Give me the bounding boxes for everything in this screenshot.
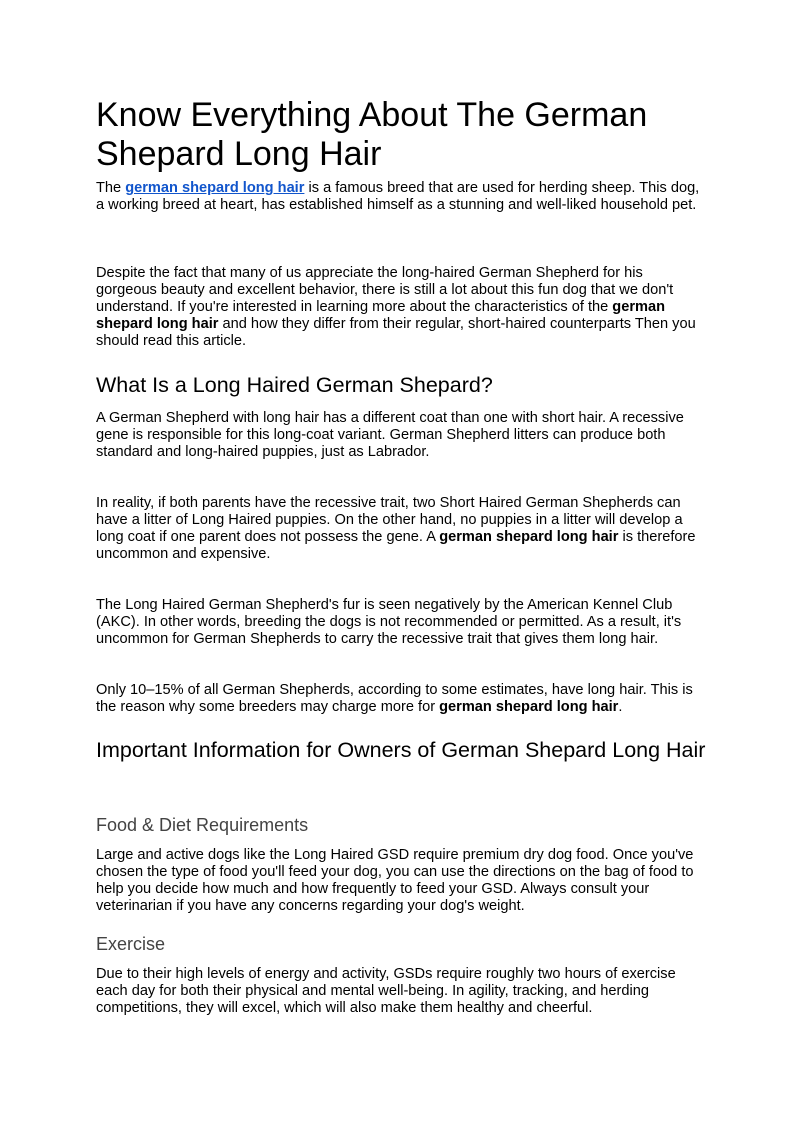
intro-text-end: is a famous breed that are used for herding sheep. This dog, a working breed at heart, has established himself as a stunning and well-liked household pet. [96,180,700,213]
s1p2-bold-keyword: german shepard long hair [439,529,619,545]
s1p2-text-start: In reality, if both parents have the recessive trait, two Short Haired German Shepherds can have a litter of Long Haired puppies. On the other hand, no puppies in a litter will develop a long coat if one parent does not possess the gene. A [96,495,683,545]
page-title: Know Everything About The German Shepard Long Hair [96,96,648,173]
para2-bold-keyword: german shepard long hair [96,299,666,332]
s1p4-text-start: Only 10–15% of all German Shepherds, according to some estimates, have long hair. This is the reason why some breeders may charge more for [96,682,693,715]
intro-paragraph [96,180,702,214]
subheading-food-diet: Food & Diet Requirements [96,815,309,835]
food-diet-paragraph: Large and active dogs like the Long Haired GSD require premium dry dog food. Once you've chosen the type of food you'll feed your dog, you can use the directions on the bag of food to help you decide how much and how frequently to feed your GSD. Always consult your veterinarian if you have any concerns regarding your dog's weight. [96,847,694,914]
section-heading-what-is: What Is a Long Haired German Shepard? [96,373,493,397]
para2-text-start: Despite the fact that many of us appreciate the long-haired German Shepherd for his gorgeous beauty and excellent behavior, there is still a lot about this fun dog that we don't understand. If you're interested in learning more about the characteristics of the [96,265,674,315]
section1-paragraph-4 [96,682,702,716]
paragraph-2 [96,265,702,350]
exercise-paragraph: Due to their high levels of energy and activity, GSDs require roughly two hours of exercise each day for both their physical and mental well-being. In agility, tracking, and herding competitions, they will excel, which will also make them healthy and cheerful. [96,966,676,1016]
section-heading-important-info: Important Information for Owners of German Shepard Long Hair [96,738,706,762]
s1p4-text-end: . [618,699,623,715]
section1-paragraph-3: The Long Haired German Shepherd's fur is seen negatively by the American Kennel Club (AKC). In other words, breeding the dogs is not recommended or permitted. As a result, it's uncommon for German Shepherds to carry the recessive trait that gives them long hair. [96,597,682,647]
para2-text-end: and how they differ from their regular, short-haired counterparts Then you should read this article. [96,316,696,349]
intro-text-start: The [96,180,126,196]
german-shepard-long-hair-link[interactable]: german shepard long hair [125,180,305,196]
subheading-exercise: Exercise [96,934,166,954]
section1-paragraph-2 [96,495,702,563]
s1p4-bold-keyword: german shepard long hair [439,699,619,715]
section1-paragraph-1: A German Shepherd with long hair has a different coat than one with short hair. A recessive gene is responsible for this long-coat variant. German Shepherd litters can produce both standard and long-haired puppies, just as Labrador. [96,410,684,460]
s1p2-text-end: is therefore uncommon and expensive. [96,529,696,562]
